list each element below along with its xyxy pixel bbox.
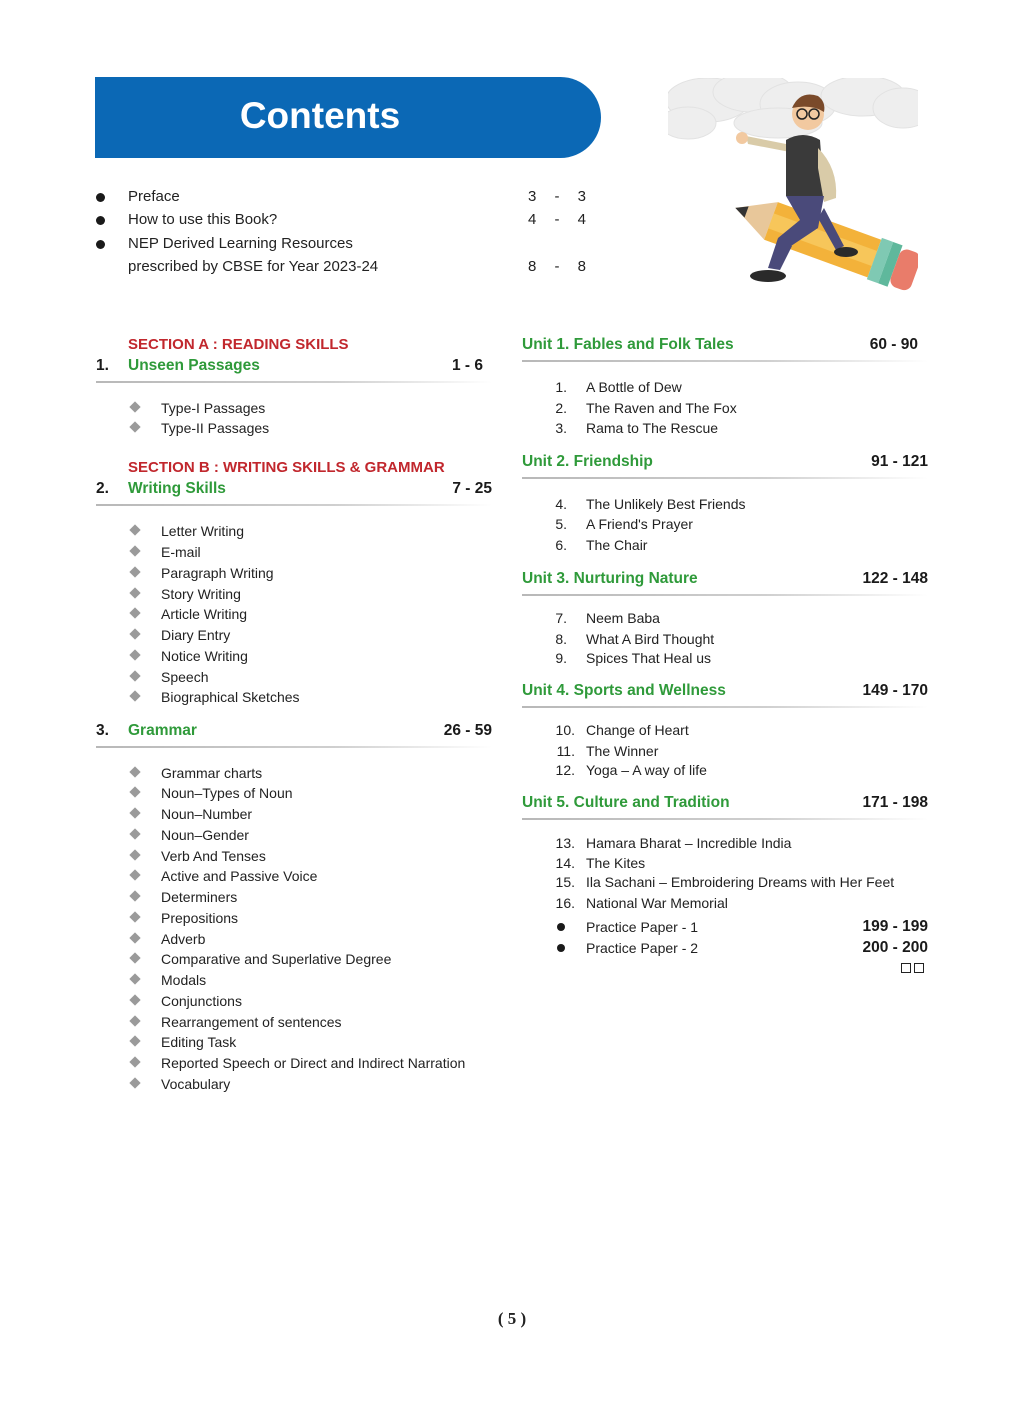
- chapter-title: Grammar: [128, 722, 197, 739]
- divider: [522, 706, 928, 708]
- diamond-bullet-icon: [129, 952, 140, 963]
- diamond-bullet-icon: [129, 766, 140, 777]
- page-range: 4 - 4: [528, 211, 586, 228]
- diamond-bullet-icon: [129, 587, 140, 598]
- chapter-pages: 7 - 25: [452, 480, 492, 497]
- diamond-bullet-icon: [129, 649, 140, 660]
- chapter-pages: 26 - 59: [443, 722, 492, 739]
- divider: [522, 818, 928, 820]
- unit-pages: 122 - 148: [862, 570, 928, 587]
- page-title: Contents: [239, 95, 401, 136]
- double-square-icon: [901, 963, 911, 973]
- chapter-title: Unseen Passages: [128, 357, 260, 374]
- diamond-bullet-icon: [129, 849, 140, 860]
- chapter-title: Writing Skills: [128, 480, 226, 497]
- chapter-number: 3.: [96, 722, 109, 739]
- chapter-pages: 1 - 6: [451, 357, 483, 374]
- chapter-number: 2.: [96, 480, 109, 497]
- bullet-icon: [96, 240, 105, 249]
- unit-title: Unit 4. Sports and Wellness: [522, 682, 726, 699]
- diamond-bullet-icon: [129, 421, 140, 432]
- diamond-bullet-icon: [129, 869, 140, 880]
- diamond-bullet-icon: [129, 994, 140, 1005]
- bullet-icon: [96, 216, 105, 225]
- diamond-bullet-icon: [129, 786, 140, 797]
- unit-pages: 91 - 121: [871, 453, 928, 470]
- section-a-heading: SECTION A : READING SKILLS: [128, 336, 349, 353]
- contents-banner: [95, 77, 601, 158]
- bullet-icon: [557, 944, 565, 952]
- section-b-heading: SECTION B : WRITING SKILLS & GRAMMAR: [128, 459, 445, 476]
- diamond-bullet-icon: [129, 932, 140, 943]
- diamond-bullet-icon: [129, 911, 140, 922]
- unit-title: Unit 5. Culture and Tradition: [522, 794, 730, 811]
- unit-pages: 149 - 170: [862, 682, 928, 699]
- practice-paper-1: Practice Paper - 1: [586, 919, 699, 935]
- double-square-icon: [914, 963, 924, 973]
- diamond-bullet-icon: [129, 1077, 140, 1088]
- unit-pages: 60 - 90: [869, 336, 918, 353]
- chapter-number: 1.: [96, 357, 109, 374]
- diamond-bullet-icon: [129, 670, 140, 681]
- front-item-how-to-use: How to use this Book? 4 - 4: [0, 211, 600, 233]
- practice-pages: 199 - 199: [862, 918, 928, 935]
- diamond-bullet-icon: [129, 628, 140, 639]
- diamond-bullet-icon: [129, 807, 140, 818]
- diamond-bullet-icon: [129, 828, 140, 839]
- divider: [96, 746, 492, 748]
- front-item-preface: Preface 3 - 3: [0, 188, 600, 210]
- page-range: 8 - 8: [528, 258, 586, 275]
- unit-title: Unit 1. Fables and Folk Tales: [522, 336, 734, 353]
- bullet-icon: [557, 923, 565, 931]
- bullet-icon: [96, 193, 105, 202]
- divider: [96, 381, 492, 383]
- front-item-nep-line2: prescribed by CBSE for Year 2023-24 8 - 8: [128, 258, 586, 275]
- diamond-bullet-icon: [129, 524, 140, 535]
- page-range: 3 - 3: [528, 188, 586, 205]
- practice-paper-2: Practice Paper - 2: [586, 940, 699, 956]
- unit-title: Unit 3. Nurturing Nature: [522, 570, 698, 587]
- diamond-bullet-icon: [129, 690, 140, 701]
- diamond-bullet-icon: [129, 545, 140, 556]
- divider: [522, 477, 928, 479]
- diamond-bullet-icon: [129, 1056, 140, 1067]
- divider: [522, 594, 928, 596]
- unit-pages: 171 - 198: [862, 794, 928, 811]
- page-number: ( 5 ): [497, 1309, 527, 1328]
- diamond-bullet-icon: [129, 401, 140, 412]
- divider: [522, 360, 928, 362]
- front-item-nep: NEP Derived Learning Resources: [0, 235, 600, 257]
- diamond-bullet-icon: [129, 1015, 140, 1026]
- diamond-bullet-icon: [129, 607, 140, 618]
- boy-riding-pencil-illustration: [668, 78, 918, 293]
- unit-title: Unit 2. Friendship: [522, 453, 653, 470]
- diamond-bullet-icon: [129, 973, 140, 984]
- diamond-bullet-icon: [129, 566, 140, 577]
- diamond-bullet-icon: [129, 890, 140, 901]
- divider: [96, 504, 492, 506]
- practice-pages: 200 - 200: [862, 939, 928, 956]
- diamond-bullet-icon: [129, 1035, 140, 1046]
